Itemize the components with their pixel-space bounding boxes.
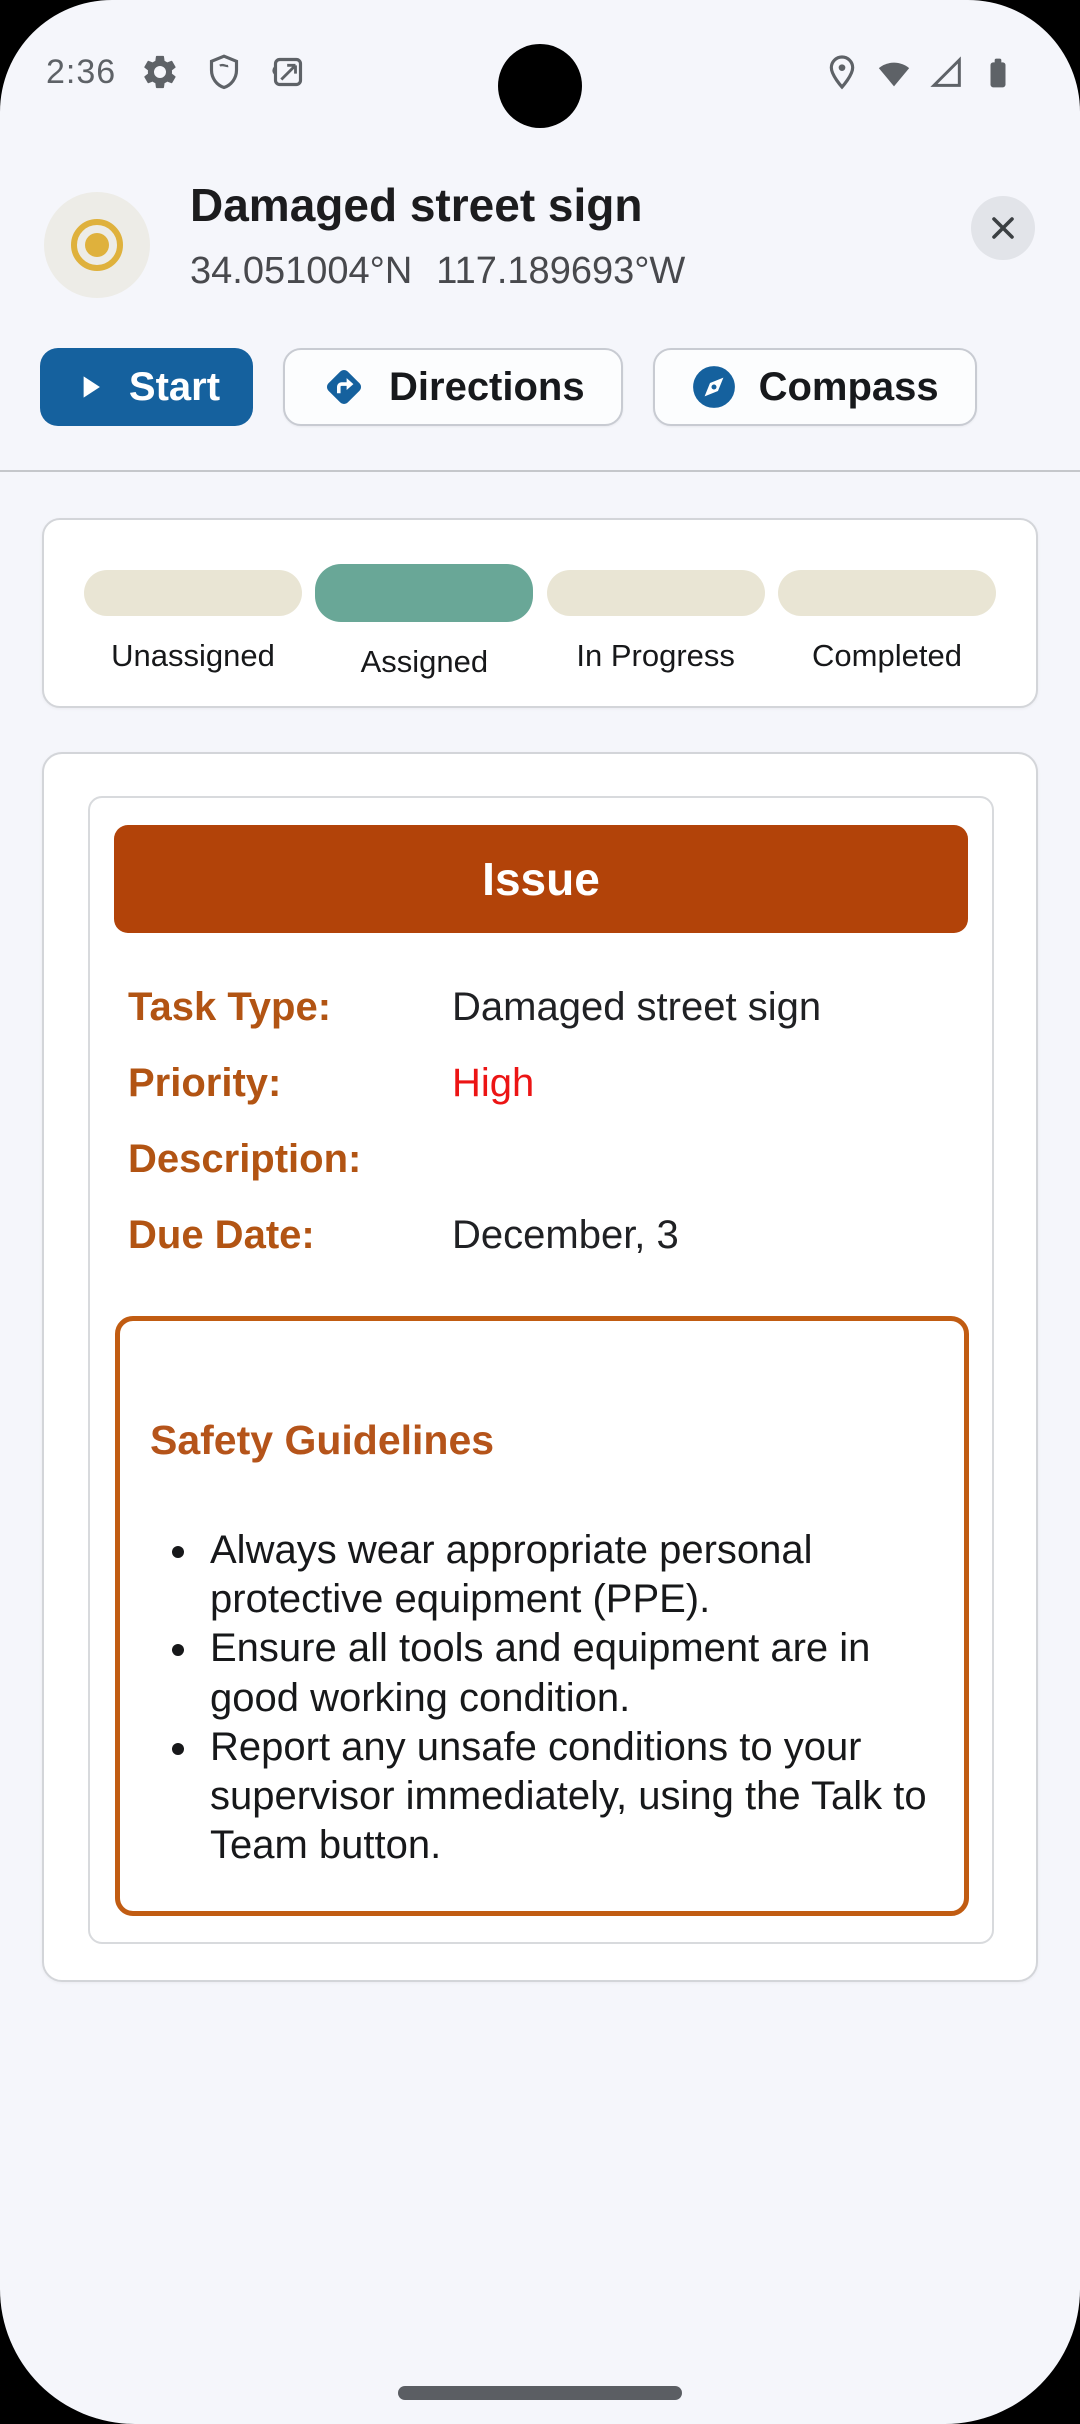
start-button[interactable] [40,348,253,426]
directions-icon [321,364,367,410]
task-header [0,178,1080,318]
safety-guideline-item: • Always wear appropriate personal protective equipment (PPE). [202,1526,936,1624]
safety-guidelines-box [115,1316,969,1916]
safety-guidelines-list [156,1526,936,1870]
compass-icon [691,364,737,410]
issue-banner: Issue [114,825,968,933]
field-label-due-date: Due Date: [128,1213,315,1257]
compass-button-label: Compass [758,364,939,409]
field-value-due-date: December, 3 [452,1213,679,1257]
status-bar [0,0,1080,120]
status-step-completed[interactable] [778,562,996,674]
status-pill-in-progress [547,570,765,616]
status-step-unassigned[interactable] [84,562,302,674]
location-icon [822,52,862,92]
status-step-assigned[interactable] [315,562,533,680]
field-label-priority: Priority: [128,1061,282,1105]
status-pill-assigned [315,564,533,622]
directions-button[interactable] [283,348,623,426]
cell-signal-icon [926,52,966,92]
safety-guideline-item: • Ensure all tools and equipment are in good working condition. [202,1624,936,1722]
clock: 2:36 [46,52,117,91]
section-divider [0,470,1080,472]
play-icon [73,370,107,404]
field-value-description [452,1138,968,1180]
field-value-task-type: Damaged street sign [452,985,822,1029]
coordinates [190,250,685,293]
status-step-label: Assigned [360,644,489,679]
status-bar-left [46,40,308,104]
wifi-icon [874,52,914,92]
status-pill-unassigned [84,570,302,616]
camera-cutout [498,44,582,128]
field-label-task-type: Task Type: [128,985,332,1029]
safety-guideline-item: • Report any unsafe conditions to your supervisor immediately, using the Talk to Team button. [202,1723,936,1871]
longitude: 117.189693°W [436,250,686,292]
directions-button-label: Directions [389,364,585,409]
safety-guidelines-title: Safety Guidelines [150,1417,495,1463]
close-icon [986,211,1020,245]
screen-rotate-icon [268,52,308,92]
status-pill-completed [778,570,996,616]
action-button-row [40,348,977,426]
battery-icon [978,52,1018,92]
status-tracker-card [42,518,1038,708]
avatar [44,192,150,298]
gold-ring-marker-icon [71,219,123,271]
start-button-label: Start [128,364,221,409]
close-button[interactable] [971,196,1035,260]
status-step-in-progress[interactable] [547,562,765,674]
home-indicator[interactable] [398,2386,682,2400]
compass-button[interactable] [653,348,977,426]
status-step-label: In Progress [576,638,735,673]
status-step-label: Completed [812,638,962,673]
settings-icon [140,52,180,92]
latitude: 34.051004°N [190,250,413,292]
issue-fields [128,986,968,1256]
status-step-label: Unassigned [111,638,275,673]
status-bar-right [822,40,1018,104]
field-value-priority: High [452,1061,535,1105]
issue-card-inner [88,796,994,1944]
shield-icon [204,52,244,92]
page-title: Damaged street sign [190,179,643,231]
field-label-description: Description: [128,1137,362,1181]
issue-card [42,752,1038,1982]
